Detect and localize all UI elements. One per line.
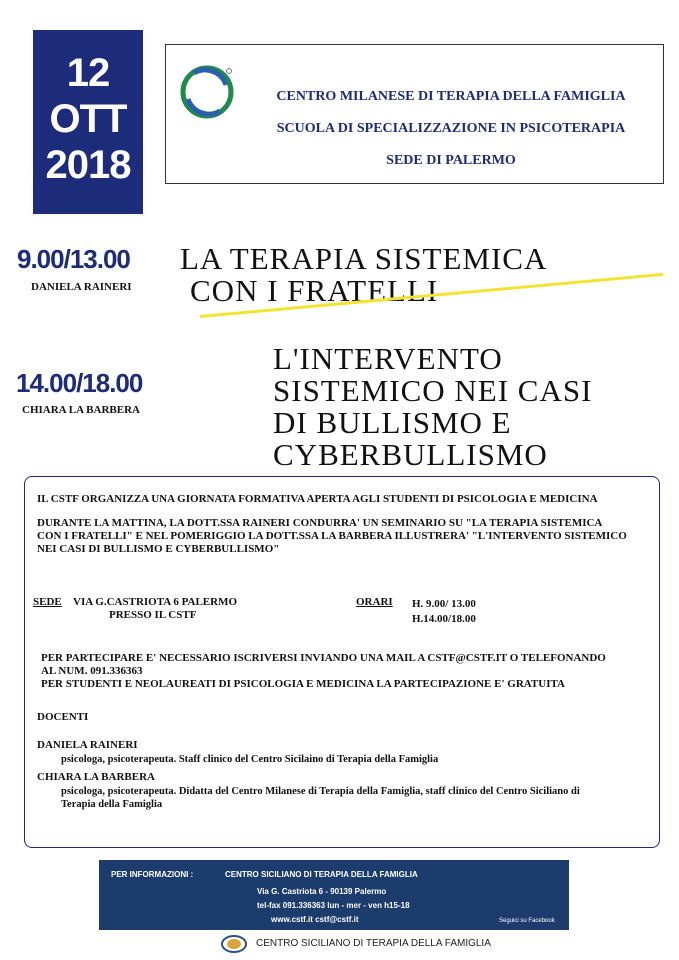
session2-title-line1: L'INTERVENTO [273, 341, 503, 376]
header-line-2: SCUOLA DI SPECIALIZZAZIONE IN PSICOTERAPIA [276, 121, 626, 136]
banner-address: Via G. Castriota 6 - 90139 Palermo [257, 887, 387, 896]
session2-speaker: CHIARA LA BARBERA [22, 404, 140, 416]
docente2-description-line2: Terapia della Famiglia [61, 799, 163, 810]
session1-title-line2: CON I FRATELLI [190, 273, 439, 308]
info-intro: IL CSTF ORGANIZZA UNA GIORNATA FORMATIVA APERTA AGLI STUDENTI DI PSICOLOGIA E MEDICINA [37, 493, 598, 505]
banner-web: www.cstf.it cstf@cstf.it [271, 915, 359, 924]
footer-org: CENTRO SICILIANO DI TERAPIA DELLA FAMIGLIA [256, 938, 491, 949]
cstf-logo-icon [220, 934, 248, 954]
orari-line2: H.14.00/18.00 [412, 613, 476, 625]
footer-org-line [220, 932, 520, 956]
orari-line1: H. 9.00/ 13.00 [412, 598, 476, 610]
institution-header [165, 44, 664, 184]
docenti-heading: DOCENTI [37, 711, 89, 723]
date-box [33, 30, 143, 214]
info-desc-line2: CON I FRATELLI" E NEL POMERIGGIO LA DOTT.SSA LA BARBERA ILLUSTRERA' "L'INTERVENTO SISTEMICO [37, 530, 627, 542]
docente1-name: DANIELA RAINERI [37, 739, 138, 751]
iscrizione-line1: PER PARTECIPARE E' NECESSARIO ISCRIVERSI INVIANDO UNA MAIL A CSTF@CSTF.IT O TELEFONANDO [41, 652, 606, 664]
session2-title-line2: SISTEMICO NEI CASI [273, 373, 593, 408]
banner-org: CENTRO SICILIANO DI TERAPIA DELLA FAMIGLIA [225, 870, 418, 879]
iscrizione-line3: PER STUDENTI E NEOLAUREATI DI PSICOLOGIA E MEDICINA LA PARTECIPAZIONE E' GRATUITA [41, 678, 565, 690]
session1-speaker: DANIELA RAINERI [31, 281, 132, 293]
info-desc-line1: DURANTE LA MATTINA, LA DOTT.SSA RAINERI CONDURRA' UN SEMINARIO SU "LA TERAPIA SISTEMICA [37, 517, 603, 529]
banner-label: PER INFORMAZIONI : [111, 870, 194, 879]
orari-label: ORARI [356, 596, 393, 608]
docente2-name: CHIARA LA BARBERA [37, 771, 155, 783]
info-banner [99, 860, 569, 930]
iscrizione-line2: AL NUM. 091.336363 [41, 665, 143, 677]
session2-time: 14.00/18.00 [16, 368, 143, 398]
sede-label: SEDE [33, 596, 62, 608]
sede-line1: VIA G.CASTRIOTA 6 PALERMO [73, 596, 238, 608]
date-day: 12 [66, 51, 110, 95]
info-desc-line3: NEI CASI DI BULLISMO E CYBERBULLISMO" [37, 543, 280, 555]
header-line-3: SEDE DI PALERMO [386, 153, 516, 168]
banner-phone: tel-fax 091.336363 lun - mer - ven h15-18 [257, 901, 410, 910]
docente1-description: psicologa, psicoterapeuta. Staff clinico del Centro Sicilaino di Terapia della Famiglia [61, 754, 439, 765]
header-line-1: CENTRO MILANESE DI TERAPIA DELLA FAMIGLIA [276, 89, 626, 104]
cmtf-logo-icon [180, 65, 234, 119]
sede-line2: PRESSO IL CSTF [109, 609, 197, 621]
session1-time: 9.00/13.00 [17, 244, 130, 274]
date-year: 2018 [45, 143, 131, 187]
banner-social: Seguici su Facebook [499, 918, 555, 924]
session1-title-line1: LA TERAPIA SISTEMICA [180, 241, 548, 276]
session2-title-line3: DI BULLISMO E [273, 405, 512, 440]
date-month: OTT [49, 97, 127, 141]
docente2-description-line1: psicologa, psicoterapeuta. Didatta del Centro Milanese di Terapia della Famiglia, staff clinico del Centro Siciliano di [61, 786, 580, 797]
info-box [24, 476, 660, 848]
session2-title-line4: CYBERBULLISMO [273, 437, 548, 472]
